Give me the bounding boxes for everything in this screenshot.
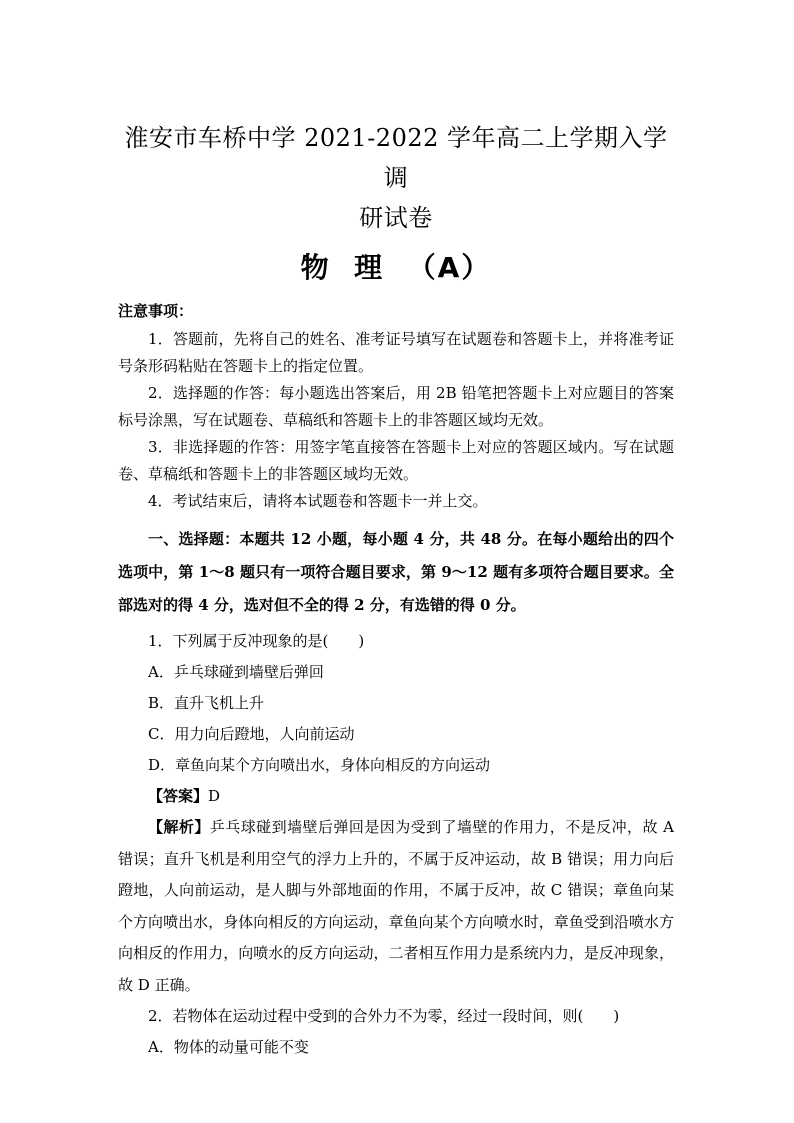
question-1-option-a: A．乒乓球碰到墙壁后弹回: [148, 663, 324, 681]
explanation-text: 乒乓球碰到墙壁后弹回是因为受到了墙壁的作用力，不是反冲，故 A 错误；直升飞机是利用空气的浮力上升的，不属于反冲运动，故 B 错误；用力向后蹬地，人向前运动，是人脚与外部地面的作用，不属于反冲，故 C 错误；章鱼向某个方向喷出水，身体向相反的方向运动，章鱼向某个方向喷水时，章鱼受到沿喷水方向相反的作用力，向喷水的反方向运动，二者相互作用力是系统内力，是反冲现象，故 D 正确。: [118, 818, 674, 994]
answer-value: D: [208, 787, 221, 805]
note-item-3: 3．非选择题的作答：用签字笔直接答在答题卡上对应的答题区域内。写在试题卷、草稿纸和答题卡上的非答题区域均无效。: [118, 438, 674, 483]
note-item-4: 4．考试结束后，请将本试题卷和答题卡一并上交。: [148, 492, 488, 510]
question-1: [118, 626, 674, 1001]
section-instructions: 一、选择题：本题共 12 小题，每小题 4 分，共 48 分。在每小题给出的四个选项中，第 1～8 题只有一项符合题目要求，第 9～12 题有多项符合题目要求。全部选对的得 4 分，选对但不全的得 2 分，有选错的得 0 分。: [118, 530, 674, 614]
exam-title-line1: 淮安市车桥中学 2021-2022 学年高二上学期入学调: [124, 124, 668, 192]
notes-heading: 注意事项：: [118, 302, 194, 320]
question-1-option-d: D．章鱼向某个方向喷出水，身体向相反的方向运动: [148, 756, 491, 774]
exam-title: [118, 118, 674, 238]
question-2: [118, 1001, 674, 1063]
question-1-option-b: B．直升飞机上升: [148, 694, 265, 712]
exam-title-line2: 研试卷: [359, 204, 433, 232]
question-1-stem: 1．下列属于反冲现象的是( ): [148, 632, 365, 650]
subject-heading: 物 理 （A）: [300, 251, 492, 284]
question-1-option-c: C．用力向后蹬地，人向前运动: [148, 725, 355, 743]
explain-tag: 【解析】: [148, 818, 210, 836]
question-2-stem: 2．若物体在运动过程中受到的合外力不为零，经过一段时间，则( ): [148, 1007, 620, 1025]
question-2-option-a: A．物体的动量可能不变: [148, 1038, 309, 1056]
exam-page: [118, 118, 674, 1063]
question-1-explanation: [118, 812, 674, 1001]
answer-tag: 【答案】: [148, 787, 209, 805]
note-item-1: 1．答题前，先将自己的姓名、准考证号填写在试题卷和答题卡上，并将准考证号条形码粘贴在答题卡上的指定位置。: [118, 330, 674, 375]
note-item-2: 2．选择题的作答：每小题选出答案后，用 2B 铅笔把答题卡上对应题目的答案标号涂黑，写在试题卷、草稿纸和答题卡上的非答题区域均无效。: [118, 384, 674, 429]
question-1-answer: [118, 781, 674, 812]
